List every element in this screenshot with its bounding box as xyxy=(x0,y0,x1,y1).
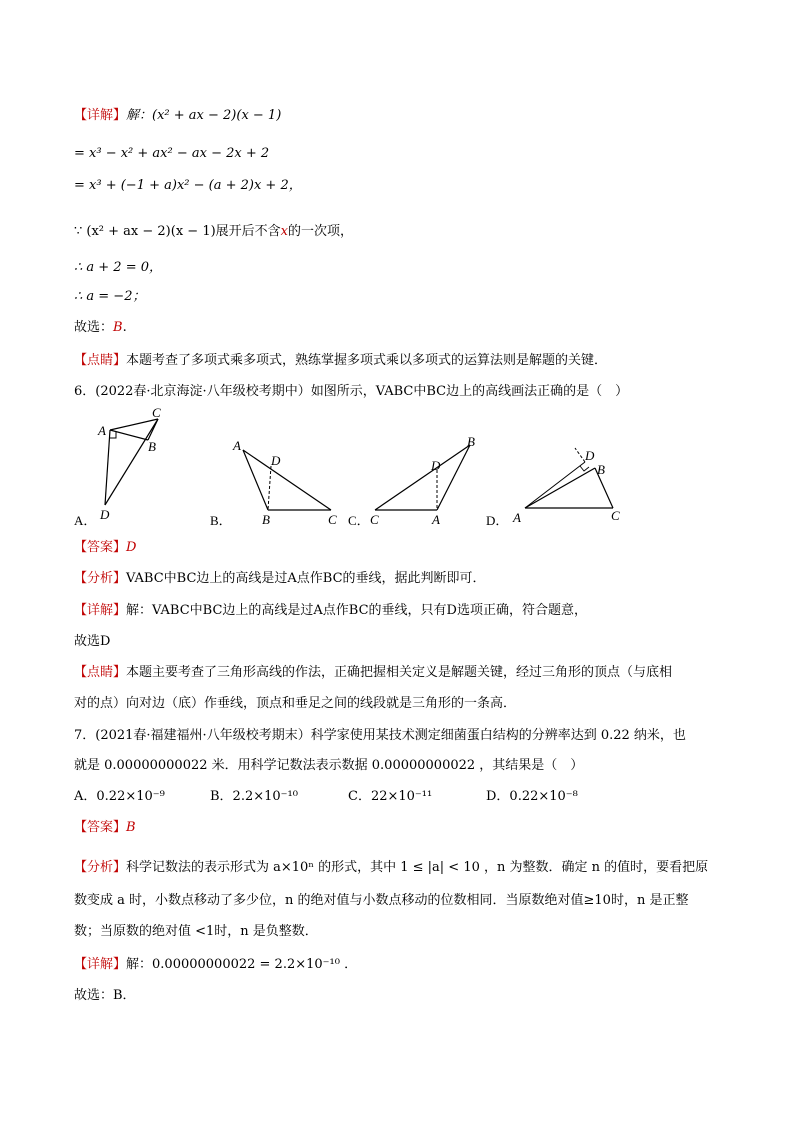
q7-analysis-line2: 数变成 a 时，小数点移动了多少位，n 的绝对值与小数点移动的位数相同．当原数绝对值≥10时，n 是正整 xyxy=(74,893,689,908)
fig-c-label-c: C xyxy=(370,512,379,527)
q6-answer: 【答案】D xyxy=(74,540,137,555)
analysis-tag: 【分析】 xyxy=(74,571,127,586)
q5-choose: 故选：B. xyxy=(74,320,127,335)
fig-a-label-b: B xyxy=(148,439,156,454)
comment-tag: 【点睛】 xyxy=(74,353,127,368)
detail-tag: 【详解】 xyxy=(74,603,127,618)
q7-stem-line1: 7．(2021春·福建福州·八年级校考期末）科学家使用某技术测定细菌蛋白结构的分辨率达到 0.22 纳米，也 xyxy=(74,728,686,743)
q7-option-a[interactable]: A．0.22×10⁻⁹ xyxy=(74,789,165,804)
q7-answer: 【答案】B xyxy=(74,820,136,835)
q6-option-a[interactable]: A． xyxy=(74,513,97,528)
detail-tag: 【详解】 xyxy=(74,108,127,123)
q7-analysis-line3: 数；当原数的绝对值 <1时，n 是负整数． xyxy=(74,924,318,939)
q6-figure-c xyxy=(365,430,485,531)
answer-tag: 【答案】 xyxy=(74,820,127,835)
q6-choose: 故选D xyxy=(74,634,111,649)
fig-d-label-b: B xyxy=(597,462,605,477)
q6-option-c[interactable]: C． xyxy=(348,513,370,528)
q6-option-b[interactable]: B． xyxy=(210,513,232,528)
fig-b-label-c: C xyxy=(328,512,337,527)
q7-option-b[interactable]: B．2.2×10⁻¹⁰ xyxy=(210,789,298,804)
analysis-tag: 【分析】 xyxy=(74,860,127,875)
comment-tag: 【点睛】 xyxy=(74,665,127,680)
answer-tag: 【答案】 xyxy=(74,540,127,555)
fig-b-label-d: D xyxy=(271,453,281,468)
fig-c-label-d: D xyxy=(431,458,441,473)
q7-option-d[interactable]: D．0.22×10⁻⁸ xyxy=(486,789,578,804)
q6-comment-line2: 对的点）向对边（底）作垂线，顶点和垂足之间的线段就是三角形的一条高． xyxy=(74,696,517,711)
q5-step-line5: ∴ a + 2 = 0， xyxy=(74,260,163,275)
fig-b-label-b: B xyxy=(262,512,270,527)
q7-option-c[interactable]: C．22×10⁻¹¹ xyxy=(348,789,433,804)
q6-comment-line1: 【点睛】本题主要考查了三角形高线的作法，正确把握相关定义是解题关键，经过三角形的顶点（与底相 xyxy=(74,665,673,680)
q5-step-line6: ∴ a = −2； xyxy=(74,289,146,304)
q6-analysis: 【分析】VABC中BC边上的高线是过A点作BC的垂线，据此判断即可． xyxy=(74,571,486,586)
q6-option-d[interactable]: D． xyxy=(486,513,509,528)
q7-choose: 故选：B． xyxy=(74,988,136,1003)
fig-d-label-c: C xyxy=(611,508,620,523)
fig-c-label-b: B xyxy=(467,434,475,449)
q6-stem: 6．(2022春·北京海淀·八年级校考期中）如图所示，VABC中BC边上的高线画法正确的是（ ） xyxy=(74,384,629,399)
q7-analysis-line1: 【分析】科学记数法的表示形式为 a×10ⁿ 的形式，其中 1 ≤ |a| < 10 ，n 为整数．确定 n 的值时，要看把原 xyxy=(74,860,709,875)
q5-step-line3: = x³ + (−1 + a)x² − (a + 2)x + 2， xyxy=(74,178,302,193)
q5-step-line4: ∵ (x² + ax − 2)(x − 1)展开后不含x的一次项， xyxy=(74,224,354,239)
q6-figure-b xyxy=(228,435,348,531)
fig-c-label-a: A xyxy=(432,512,440,527)
fig-d-label-a: A xyxy=(513,510,521,525)
q5-detail-line1: 【详解】解：(x² + ax − 2)(x − 1) xyxy=(74,108,282,123)
fig-a-label-c: C xyxy=(152,405,161,420)
q6-figure-a xyxy=(90,405,170,529)
q7-detail: 【详解】解：0.00000000022 = 2.2×10⁻¹⁰ ． xyxy=(74,957,358,972)
fig-a-label-d: D xyxy=(100,507,110,522)
q7-stem-line2: 就是 0.00000000022 米．用科学记数法表示数据 0.00000000022 ，其结果是（ ） xyxy=(74,758,584,773)
fig-a-label-a: A xyxy=(98,423,106,438)
q5-comment: 【点睛】本题考查了多项式乘多项式，熟练掌握多项式乘以多项式的运算法则是解题的关键． xyxy=(74,353,608,368)
q5-step-line2: = x³ − x² + ax² − ax − 2x + 2 xyxy=(74,146,270,161)
q6-figure-d xyxy=(505,440,635,534)
detail-tag: 【详解】 xyxy=(74,957,127,972)
fig-b-label-a: A xyxy=(233,438,241,453)
q6-detail: 【详解】解：VABC中BC边上的高线是过A点作BC的垂线，只有D选项正确，符合题意， xyxy=(74,603,587,618)
fig-d-label-d: D xyxy=(585,448,595,463)
